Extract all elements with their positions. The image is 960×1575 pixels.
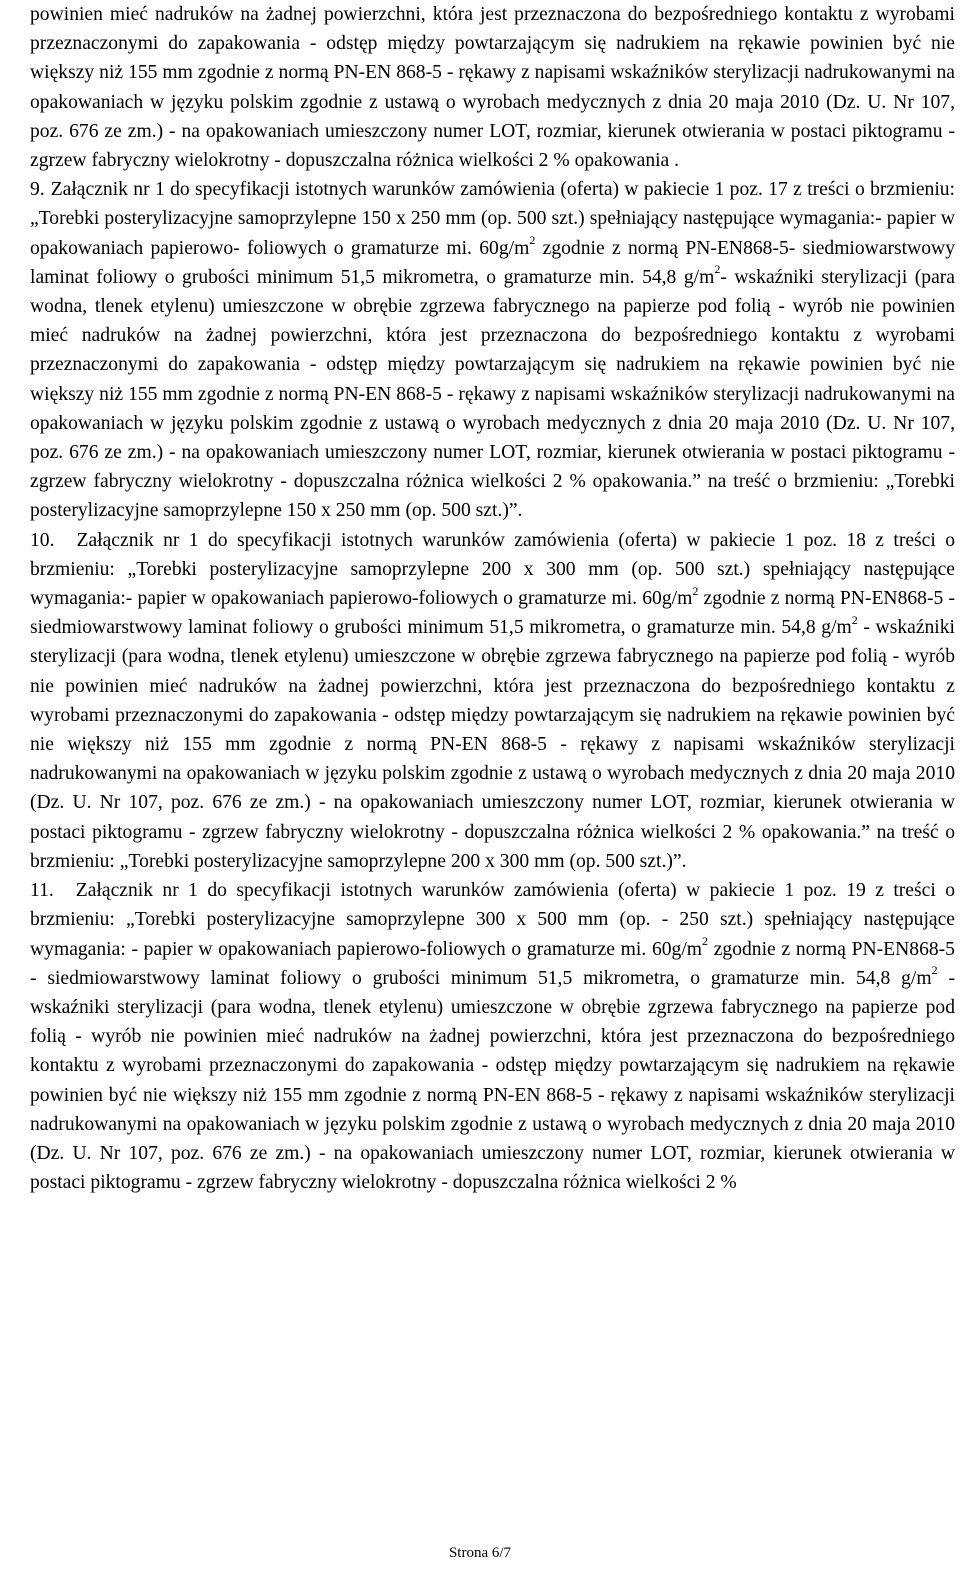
list-item-9 [30,175,955,525]
page-number-footer: Strona 6/7 [448,1545,512,1561]
list-item-10 [30,526,955,876]
document-page [30,0,955,1197]
item-text-part3: - wskaźniki sterylizacji (para wodna, tlenek etylenu) umieszczone w obrębie zgrzewa fabrycznego na papierze pod folią - wyrób nie powinien mieć nadruków na żadnej powierzchni, która jest przeznaczona do bezpośredniego kontaktu z wyrobami przeznaczonymi do zapakowania - odstęp między powtarzającym się nadrukiem na rękawie powinien być nie większy niż 155 mm zgodnie z normą PN-EN 868-5 - rękawy z napisami wskaźników sterylizacji nadrukowanymi na opakowaniach w języku polskim zgodnie z ustawą o wyrobach medycznych z dnia 20 maja 2010 (Dz. U. Nr 107, poz. 676 ze zm.) - na opakowaniach umieszczony numer LOT, rozmiar, kierunek otwierania w postaci piktogramu - zgrzew fabryczny wielokrotny - dopuszczalna różnica wielkości 2 % opakowania.” na treść o brzmieniu: „Torebki posterylizacyjne samoprzylepne 200 x 300 mm (op. 500 szt.)”. [30,617,955,872]
item-text-part2: zgodnie z normą PN-EN868-5- siedmiowarstwowy laminat foliowy o grubości minimum 51,5 mikrometra, o gramaturze min. 54,8 g/m [30,237,956,288]
item-text-part3: - wskaźniki sterylizacji (para wodna, tlenek etylenu) umieszczone w obrębie zgrzewa fabrycznego na papierze pod folią - wyrób nie powinien mieć nadruków na żadnej powierzchni, która jest przeznaczona do bezpośredniego kontaktu z wyrobami przeznaczonymi do zapakowania - odstęp między powtarzającym się nadrukiem na rękawie powinien być nie większy niż 155 mm zgodnie z normą PN-EN 868-5 - rękawy z napisami wskaźników sterylizacji nadrukowanymi na opakowaniach w języku polskim zgodnie z ustawą o wyrobach medycznych z dnia 20 maja 2010 (Dz. U. Nr 107, poz. 676 ze zm.) - na opakowaniach umieszczony numer LOT, rozmiar, kierunek otwierania w postaci piktogramu - zgrzew fabryczny wielokrotny - dopuszczalna różnica wielkości 2 % opakowania.” na treść o brzmieniu: „Torebki posterylizacyjne samoprzylepne 150 x 250 mm (op. 500 szt.)”. [30,266,956,522]
item-text-part3: - wskaźniki sterylizacji (para wodna, tlenek etylenu) umieszczone w obrębie zgrzewa fabrycznego na papierze pod folią - wyrób nie powinien mieć nadruków na żadnej powierzchni, która jest przeznaczona do bezpośredniego kontaktu z wyrobami przeznaczonymi do zapakowania - odstęp między powtarzającym się nadrukiem na rękawie powinien być nie większy niż 155 mm zgodnie z normą PN-EN 868-5 - rękawy z napisami wskaźników sterylizacji nadrukowanymi na opakowaniach w języku polskim zgodnie z ustawą o wyrobach medycznych z dnia 20 maja 2010 (Dz. U. Nr 107, poz. 676 ze zm.) - na opakowaniach umieszczony numer LOT, rozmiar, kierunek otwierania w postaci piktogramu - zgrzew fabryczny wielokrotny - dopuszczalna różnica wielkości 2 % [30,967,955,1194]
superscript: 2 [714,262,721,277]
item-text-part2: zgodnie z normą PN-EN868-5 - siedmiowarstwowy laminat foliowy o grubości minimum 51,5 mikrometra, o gramaturze min. 54,8 g/m [30,588,955,639]
item-text-part1: Załącznik nr 1 do specyfikacji istotnych warunków zamówienia (oferta) w pakiecie 1 poz. 17 z treści o brzmieniu: „Torebki posterylizacyjne samoprzylepne 150 x 250 mm (op. 500 szt.) spełniający następujące wymagania:- papier w opakowaniach papierowo- foliowych o gramaturze mi. 60g/m [30,179,955,259]
superscript: 2 [851,612,858,627]
superscript: 2 [529,233,536,248]
item-text-part2: zgodnie z normą PN-EN868-5 - siedmiowarstwowy laminat foliowy o grubości minimum 51,5 mikrometra, o gramaturze min. 54,8 g/m [30,938,955,989]
item-text-part1: Załącznik nr 1 do specyfikacji istotnych warunków zamówienia (oferta) w pakiecie 1 poz. 19 z treści o brzmieniu: „Torebki posterylizacyjne samoprzylepne 300 x 500 mm (op. - 250 szt.) spełniający następujące wymagania: - papier w opakowaniach papierowo-foliowych o gramaturze mi. 60g/m [30,880,955,960]
intro-paragraph: powinien mieć nadruków na żadnej powierzchni, która jest przeznaczona do bezpośredniego kontaktu z wyrobami przeznaczonymi do zapakowania - odstęp między powtarzającym się nadrukiem na rękawie powinien być nie większy niż 155 mm zgodnie z normą PN-EN 868-5 - rękawy z napisami wskaźników sterylizacji nadrukowanymi na opakowaniach w języku polskim zgodnie z ustawą o wyrobach medycznych z dnia 20 maja 2010 (Dz. U. Nr 107, poz. 676 ze zm.) - na opakowaniach umieszczony numer LOT, rozmiar, kierunek otwierania w postaci piktogramu - zgrzew fabryczny wielokrotny - dopuszczalna różnica wielkości 2 % opakowania . [30,4,955,172]
item-number: 10. [30,529,55,551]
superscript: 2 [931,963,938,978]
item-number: 9. [30,179,45,201]
superscript: 2 [692,583,699,598]
item-text-part1: Załącznik nr 1 do specyfikacji istotnych warunków zamówienia (oferta) w pakiecie 1 poz. 18 z treści o brzmieniu: „Torebki posterylizacyjne samoprzylepne 200 x 300 mm (op. 500 szt.) spełniający następujące wymagania:- papier w opakowaniach papierowo-foliowych o gramaturze mi. 60g/m [30,529,955,610]
superscript: 2 [702,933,709,948]
list-item-11 [30,876,955,1197]
item-number: 11. [30,880,54,902]
